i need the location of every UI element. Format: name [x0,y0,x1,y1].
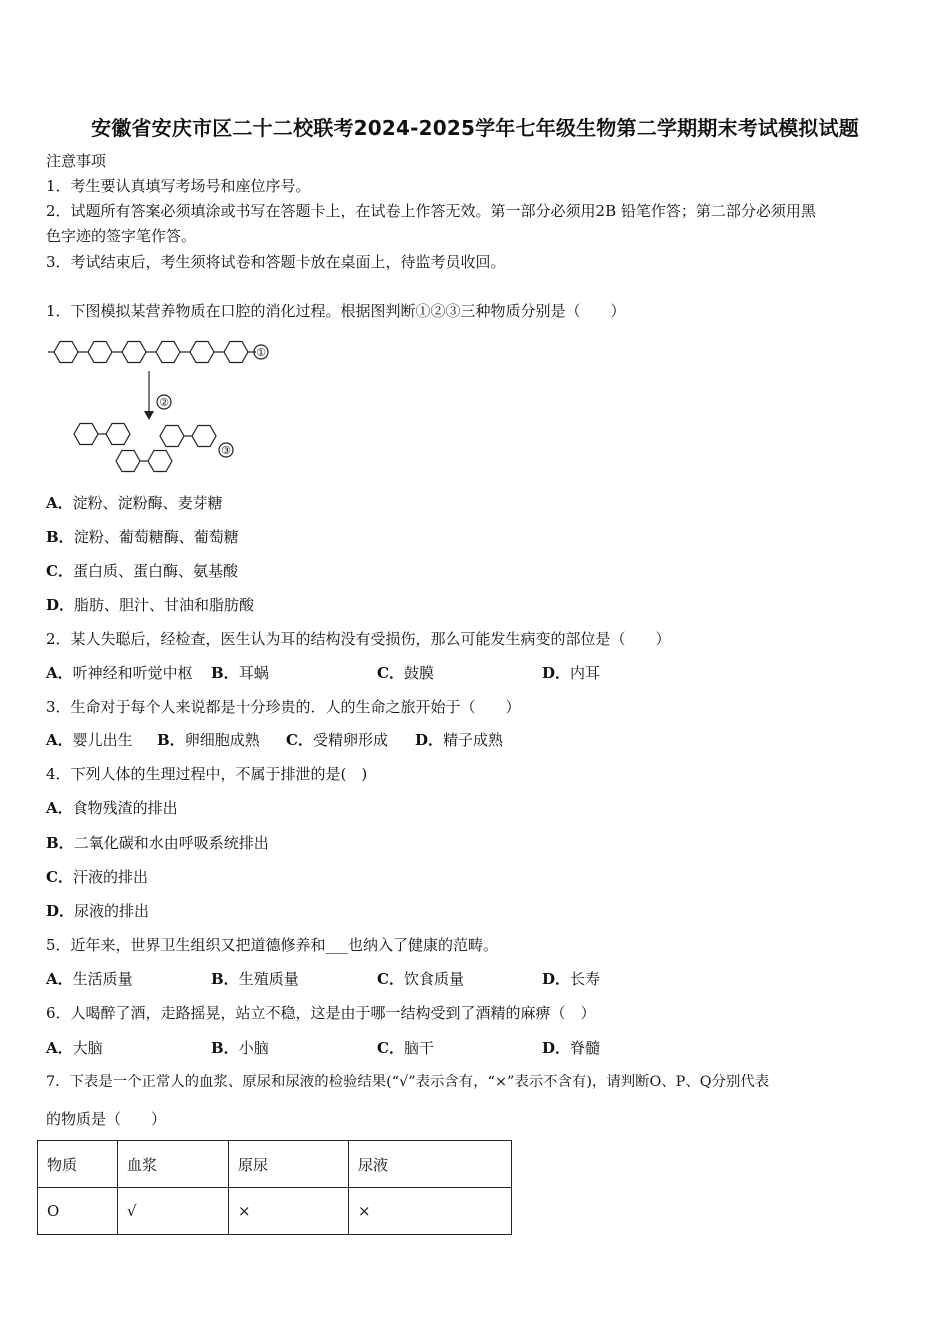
option-letter: C． [377,970,404,988]
question-3-stem: 3．生命对于每个人来说都是十分珍贵的．人的生命之旅开始于（ ） [46,698,521,716]
table-cell: × [349,1188,512,1235]
option-text: 卵细胞成熟 [184,731,260,749]
arrow-head [144,411,154,420]
option-letter: C． [286,731,313,749]
option-letter: B． [46,834,74,852]
q3-option-c[interactable] [286,729,388,751]
q5-option-b[interactable] [211,968,299,990]
option-letter: C． [46,562,73,580]
option-text: 长寿 [570,970,601,988]
q4-option-c[interactable] [46,866,148,888]
option-text: 食物残渣的排出 [72,799,178,817]
option-text: 脊髓 [570,1039,601,1057]
q4-option-d[interactable] [46,900,149,922]
option-text: 尿液的排出 [74,902,150,920]
question-4-stem: 4．下列人体的生理过程中，不属于排泄的是( ) [46,765,368,783]
q6-option-a[interactable] [46,1037,103,1059]
q5-option-d[interactable] [542,968,600,990]
table-header-cell: 原尿 [229,1141,349,1188]
q6-option-c[interactable] [377,1037,434,1059]
q1-option-b[interactable] [46,526,239,548]
starch-digestion-diagram [44,333,284,481]
option-letter: D． [542,1039,571,1057]
q1-option-c[interactable] [46,560,238,582]
option-letter: A． [46,1039,73,1057]
question-5-stem: 5．近年来，世界卫生组织又把道德修养和___也纳入了健康的范畴。 [46,936,499,954]
hexagon-unit [156,342,180,363]
option-text: 二氧化碳和水由呼吸系统排出 [73,834,269,852]
option-text: 蛋白质、蛋白酶、氨基酸 [72,562,238,580]
option-text: 受精卵形成 [312,731,388,749]
question-7-stem: 7．下表是一个正常人的血浆、原尿和尿液的检验结果(“√”表示含有，“×”表示不含有)，请判断O、P、Q分别代表 [46,1074,770,1090]
option-text: 大脑 [72,1039,103,1057]
q2-option-b[interactable] [211,662,269,684]
hexagon-unit [54,342,78,363]
hexagon-unit [224,342,248,363]
option-letter: C． [46,868,73,886]
option-text: 饮食质量 [403,970,464,988]
option-letter: D． [542,664,571,682]
question-1-stem: 1．下图模拟某营养物质在口腔的消化过程。根据图判断①②③三种物质分别是（ ） [46,302,626,320]
q3-option-d[interactable] [415,729,503,751]
q2-option-d[interactable] [542,662,600,684]
option-text: 脂肪、胆汁、甘油和脂肪酸 [74,596,255,614]
hexagon-unit [116,451,140,472]
q3-option-b[interactable] [157,729,260,751]
diagram-label-2: ② [159,396,169,409]
hexagon-unit [74,424,98,445]
option-letter: D． [542,970,571,988]
page-title: 安徽省安庆市区二十二校联考2024-2025学年七年级生物第二学期期末考试模拟试题 [91,116,859,140]
option-text: 脑干 [403,1039,434,1057]
option-letter: A． [46,664,73,682]
note-item-3: 3．考试结束后，考生须将试卷和答题卡放在桌面上，待监考员收回。 [46,253,506,271]
q5-option-a[interactable] [46,968,133,990]
q2-option-a[interactable] [46,662,193,684]
option-letter: B． [211,970,239,988]
option-letter: C． [377,664,404,682]
option-text: 鼓膜 [403,664,434,682]
hexagon-unit [192,426,216,447]
hexagon-unit [122,342,146,363]
option-letter: A． [46,970,73,988]
table-row [38,1188,512,1235]
option-text: 淀粉、淀粉酶、麦芽糖 [72,494,223,512]
note-item-1: 1．考生要认真填写考场号和座位序号。 [46,177,311,195]
table-cell: × [229,1188,349,1235]
option-text: 耳蜗 [238,664,269,682]
q4-option-a[interactable] [46,797,178,819]
table-cell: √ [118,1188,229,1235]
option-text: 生活质量 [72,970,133,988]
option-text: 内耳 [570,664,601,682]
q4-option-b[interactable] [46,832,269,854]
table-header-row [38,1141,512,1188]
option-text: 精子成熟 [443,731,504,749]
option-letter: A． [46,494,73,512]
question-6-stem: 6．人喝醉了酒，走路摇晃，站立不稳，这是由于哪一结构受到了酒精的麻痹（ ） [46,1004,596,1022]
option-letter: A． [46,799,73,817]
note-item-2-continued: 色字迹的签字笔作答。 [46,227,197,245]
q1-option-a[interactable] [46,492,223,514]
question-2-stem: 2．某人失聪后，经检查，医生认为耳的结构没有受损伤，那么可能发生病变的部位是（ ） [46,630,671,648]
option-text: 小脑 [238,1039,269,1057]
q1-option-d[interactable] [46,594,254,616]
notes-heading: 注意事项 [46,152,107,170]
q2-option-c[interactable] [377,662,434,684]
diagram-label-1: ① [256,346,266,359]
option-text: 汗液的排出 [72,868,148,886]
blood-urine-table [37,1140,512,1235]
diagram-label-3: ③ [221,444,231,457]
q6-option-d[interactable] [542,1037,600,1059]
hexagon-unit [88,342,112,363]
option-letter: B． [46,528,74,546]
q5-option-c[interactable] [377,968,464,990]
hexagon-unit [190,342,214,363]
q3-option-a[interactable] [46,729,133,751]
option-letter: B． [211,664,239,682]
option-text: 婴儿出生 [72,731,133,749]
option-letter: D． [46,902,75,920]
table-header-cell: 物质 [38,1141,118,1188]
option-letter: D． [46,596,75,614]
hexagon-unit [106,424,130,445]
hexagon-unit [148,451,172,472]
option-text: 淀粉、葡萄糖酶、葡萄糖 [73,528,239,546]
note-item-2: 2．试题所有答案必须填涂或书写在答题卡上，在试卷上作答无效。第一部分必须用2B 铅笔作答；第二部分必须用黑 [46,202,816,220]
option-letter: D． [415,731,444,749]
question-7-stem-continued: 的物质是（ ） [46,1110,167,1128]
table-header-cell: 血浆 [118,1141,229,1188]
option-letter: B． [157,731,185,749]
q6-option-b[interactable] [211,1037,269,1059]
option-letter: B． [211,1039,239,1057]
option-text: 听神经和听觉中枢 [72,664,193,682]
hexagon-unit [160,426,184,447]
option-text: 生殖质量 [238,970,299,988]
option-letter: A． [46,731,73,749]
table-header-cell: 尿液 [349,1141,512,1188]
option-letter: C． [377,1039,404,1057]
table-cell: O [38,1188,118,1235]
